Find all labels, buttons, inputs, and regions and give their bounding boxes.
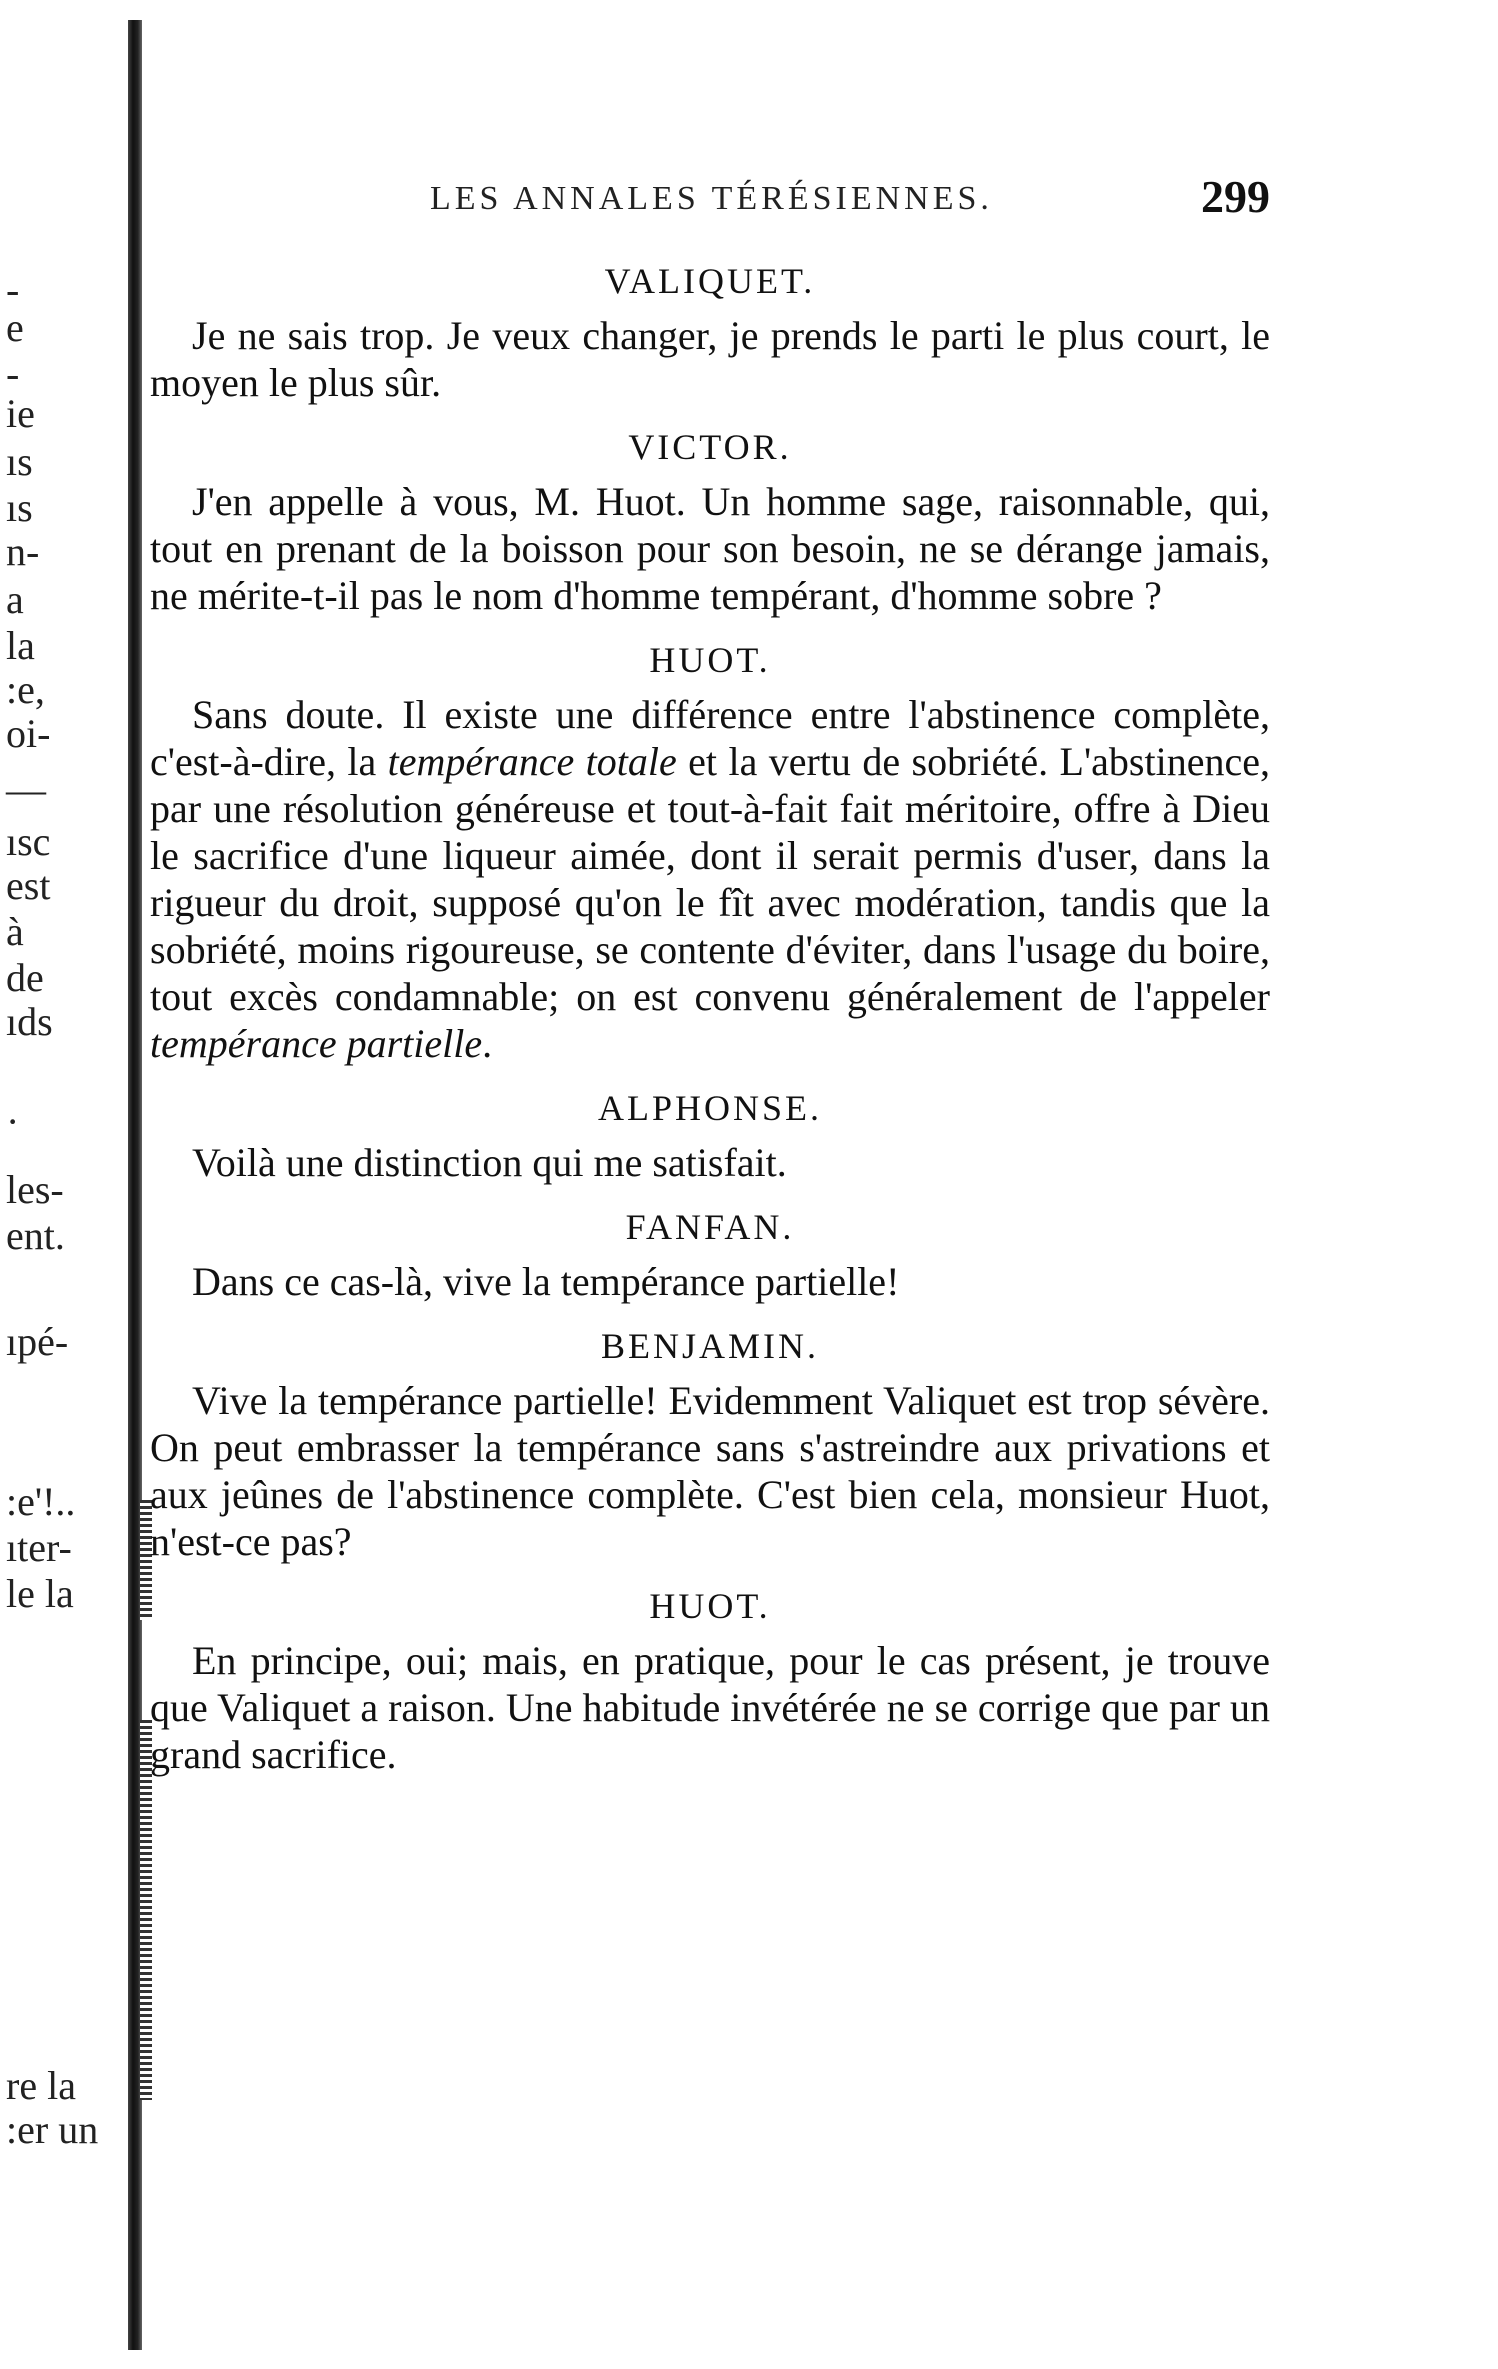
speaker-name: VALIQUET. [604,261,816,301]
margin-fragment: ıs [6,485,33,530]
margin-fragment: ıter- [6,1525,72,1570]
speaker-name: ALPHONSE. [597,1088,822,1128]
speaker-name: BENJAMIN. [600,1326,819,1366]
speech-text: En principe, oui; mais, en pratique, pour le cas présent, je trouve que Valiquet a raison. Une habitude invétérée ne se corrige que par un grand sacrifice. [150,1638,1270,1777]
margin-fragment: la [6,623,35,668]
speech-text: J'en appelle à vous, M. Huot. Un homme sage, raisonnable, qui, tout en prenant de la boisson pour son besoin, ne se dérange jamais, ne mérite-t-il pas le nom d'homme tempérant, d'homme sobre ? [150,479,1270,618]
margin-fragment: · [6,1099,20,1144]
facing-page-margin [0,0,140,2369]
margin-fragment: re la [6,2063,76,2108]
book-page [150,170,1270,1778]
speaker-name: FANFAN. [625,1207,795,1247]
speech-segment: . [482,1021,493,1066]
dialogue-block-alphonse [150,1087,1270,1186]
margin-fragment: - [6,351,20,396]
margin-fragment: n- [6,529,40,574]
margin-fragment: e [6,305,24,350]
margin-fragment: à [6,909,24,954]
margin-fragment: ıds [6,999,53,1044]
speaker-name: VICTOR. [628,427,792,467]
running-head [150,170,1270,240]
margin-fragment: — [6,767,46,812]
margin-fragment: :er un [6,2107,99,2152]
margin-fragment: :e, [6,667,45,712]
dialogue-block-huot-2 [150,1585,1270,1778]
margin-fragment: de [6,955,44,1000]
running-title: LES ANNALES TÉRÉSIENNES. [430,180,993,217]
margin-fragment: ent. [6,1213,65,1258]
dialogue-block-victor [150,426,1270,619]
dialogue-block-benjamin [150,1325,1270,1565]
margin-fragment: ıs [6,439,33,484]
margin-fragment: le la [6,1571,74,1616]
speaker-name: HUOT. [649,1586,771,1626]
margin-fragment: oi- [6,711,51,756]
margin-fragment: a [6,577,24,622]
page-number: 299 [1201,171,1270,222]
margin-fragment: est [6,863,51,908]
speaker-name: HUOT. [649,640,771,680]
speech-text: Vive la tempérance partielle! Evidemment Valiquet est trop sévère. On peut embrasser la tempérance sans s'astreindre aux privations et aux jeûnes de l'abstinence complète. C'est bien cela, monsieur Huot, n'est-ce pas? [150,1378,1270,1564]
speech-segment: Sans doute. Il existe une différence entre l'abstinence complète, c'est-à-dire, la [150,692,1270,784]
dialogue-block-valiquet-1 [150,260,1270,406]
dialogue-block-huot-1 [150,639,1270,1067]
speech-text [150,691,1270,1067]
margin-fragment: :e'!.. [6,1479,76,1524]
margin-fragment: ie [6,391,35,436]
italic-term: tempérance totale [387,739,677,784]
margin-fragment: - [6,267,20,312]
margin-fragment: ıpé- [6,1319,69,1364]
speech-segment: et la vertu de sobriété. L'abstinence, par une résolution généreuse et tout-à-fait fait méritoire, offre à Dieu le sacrifice d'une liqueur aimée, dont il serait permis d'user, dans la rigueur du droit, supposé qu'on le fît avec modération, tandis que la sobriété, moins rigoureuse, se contente d'éviter, dans l'usage du boire, tout excès condamnable; on est convenu généralement de l'appeler [150,739,1270,1019]
italic-term: tempérance partielle [150,1021,483,1066]
speech-text: Dans ce cas-là, vive la tempérance partielle! [192,1259,900,1304]
dialogue-block-fanfan [150,1206,1270,1305]
margin-fragment: les- [6,1167,64,1212]
margin-fragment: ısc [6,819,51,864]
speech-text: Voilà une distinction qui me satisfait. [192,1140,787,1185]
speech-text: Je ne sais trop. Je veux changer, je prends le parti le plus court, le moyen le plus sûr. [150,313,1270,405]
